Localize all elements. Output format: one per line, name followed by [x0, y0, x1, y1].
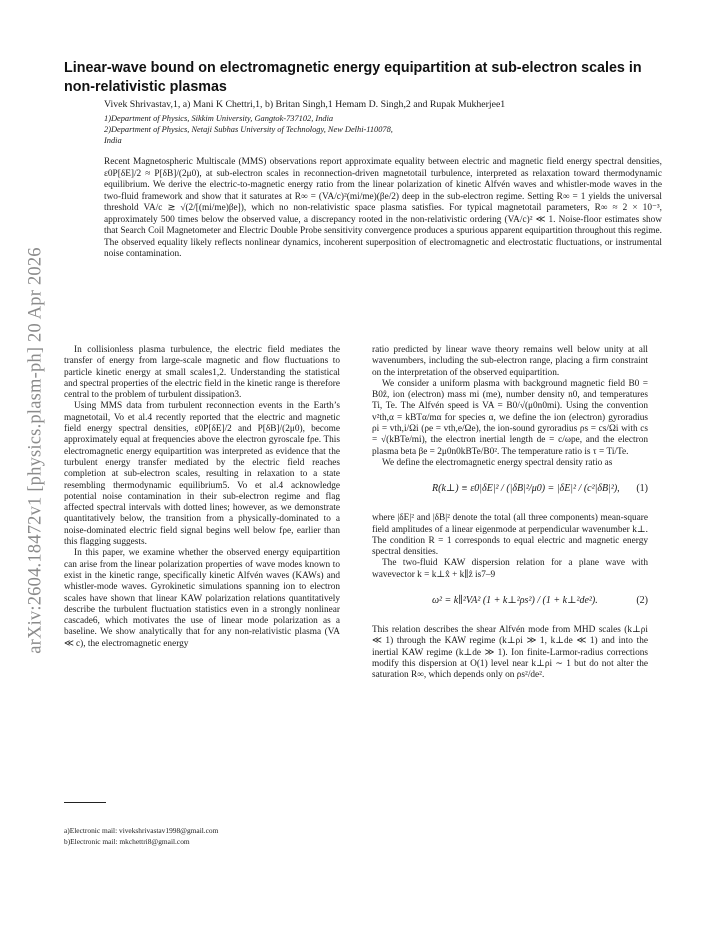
equation-1	[372, 477, 648, 505]
affiliation-2: 2)Department of Physics, Netaji Subhas University of Technology, New Delhi-110078,	[104, 125, 393, 134]
body-paragraph-4: where |δE|² and |δB|² denote the total (all three components) mean-square field amplitudes of a linear eigenmode at perpendicular wavenumber k⊥. The condition R = 1 corresponds to equal electric and magnetic energy spectral densities.	[372, 513, 648, 558]
arxiv-identifier: arXiv:2604.18472v1 [physics.plasm-ph] 20 Apr 2026	[25, 246, 46, 654]
equation-2	[372, 589, 648, 617]
equation-2-number: (2)	[636, 595, 648, 607]
affiliation-1: 1)Department of Physics, Sikkim University, Gangtok-737102, India	[104, 114, 334, 123]
intro-paragraph-1: In collisionless plasma turbulence, the electric field mediates the transfer of energy from large-scale magnetic and flow fluctuations to particle kinetic energy at small scales1,2. Understanding the statistical and spectral properties of the electric field in the kinetic range is therefore central to the problem of turbulent dissipation3.	[64, 345, 340, 401]
abstract: Recent Magnetospheric Multiscale (MMS) observations report approximate equality between electric and magnetic field energy spectral densities, ε0P[δE]/2 ≈ P[δB]/(2μ0), at sub-electron scales in reconnection-driven magnetotail turbulence, interpreted as relaxation toward thermodynamic equilibrium. We derive the electric-to-magnetic energy ratio from the linear polarization of kinetic Alfvén waves and whistler-mode waves in the two-fluid framework and show that it saturates at R∞ = (VA/c)²(mi/me)(βe/2) deep in the sub-electron regime. Setting R∞ = 1 yields the universal threshold VA/c ≳ √(2/[(mi/me)βe]), which no non-relativistic space plasma satisfies. For typical magnetotail parameters, R∞ ≈ 2 × 10⁻³, approximately 500 times below the observed value, a discrepancy rooted in the non-relativistic ordering (VA/c)² ≪ 1. Noise-floor estimates show that Search Coil Magnetometer and Electric Double Probe sensitivity convergence produces a spurious apparent equipartition throughout this regime. The observed equality likely reflects nonlinear dynamics, incoherent superposition of electromagnetic and electrostatic fluctuations, or instrumental noise contamination.	[104, 157, 662, 259]
footnotes	[64, 826, 340, 847]
body-paragraph-1: ratio predicted by linear wave theory remains well below unity at all wavenumbers, including the sub-electron range, placing a firm constraint on the interpretation of the observed equipartition.	[372, 345, 648, 378]
body-paragraph-6: This relation describes the shear Alfvén mode from MHD scales (k⊥ρi ≪ 1) through the KAW regime (k⊥ρi ≫ 1, k⊥de ≪ 1) and into the inertial KAW regime (k⊥de ≫ 1). Ion finite-Larmor-radius corrections modify this dispersion at O(1) level near k⊥ρi ∼ 1 but do not alter the saturation R∞, which depends only on ρs²/de².	[372, 625, 648, 681]
footnote-email-1: a)Electronic mail: vivekshrivastav1998@gmail.com	[64, 826, 219, 835]
footnote-rule	[64, 802, 106, 803]
equation-1-expression: R(k⊥) ≡ ε0|δE|² / (|δB|²/μ0) = |δE|² / (c²|δB|²),	[432, 483, 620, 495]
body-paragraph-2: We consider a uniform plasma with background magnetic field B0 = B0ẑ, ion (electron) mass mi (me), number density n0, and temperatures Ti, Te. The Alfvén speed is VA = B0/√(μ0n0mi). Using the convention v²th,α = kBTα/mα for species α, we define the ion (electron) gyroradius ρi = vth,i/Ωi (ρe = vth,e/Ωe), the ion-sound gyroradius ρs = cs/Ωi with cs = √(kBTe/mi), the electron inertial length de = c/ωpe, and the electron plasma beta βe = 2μ0n0kBTe/B0². The temperature ratio is τ = Ti/Te.	[372, 378, 648, 457]
body-paragraph-5: The two-fluid KAW dispersion relation for a plane wave with wavevector k = k⊥x̂ + k∥ẑ is7–9	[372, 558, 648, 580]
affiliation-2-cont: India	[104, 136, 122, 145]
arxiv-watermark	[16, 200, 56, 700]
right-column	[372, 345, 648, 682]
left-column	[64, 345, 340, 650]
paper-title: Linear-wave bound on electromagnetic energy equipartition at sub-electron scales in non-relativistic plasmas	[64, 60, 642, 95]
footnote-email-2: b)Electronic mail: mkchettri8@gmail.com	[64, 836, 190, 846]
author-list: Vivek Shrivastav,1, a) Mani K Chettri,1, b) Britan Singh,1 Hemam D. Singh,2 and Rupak Mukherjee1	[104, 99, 506, 110]
intro-paragraph-3: In this paper, we examine whether the observed energy equipartition can arise from the linear polarization properties of wave modes known to exist in the kinetic range, specifically kinetic Alfvén waves (KAWs) and whistler-mode waves. Gyrokinetic simulations spanning ion to electron scales have shown that linear KAW polarization relations quantitatively describe the turbulent fluctuation statistics even in a strongly nonlinear cascade6, which motivates the use of linear mode polarization as a baseline. We show analytically that for any non-relativistic plasma (VA ≪ c), the electromagnetic energy	[64, 548, 340, 649]
equation-1-number: (1)	[636, 483, 648, 495]
affiliations	[104, 113, 664, 146]
equation-2-expression: ω² = k∥²VA² (1 + k⊥²ρs²) / (1 + k⊥²de²).	[432, 595, 598, 607]
intro-paragraph-2: Using MMS data from turbulent reconnection events in the Earth’s magnetotail, Vo et al.4 recently reported that the electric and magnetic field energy spectral densities, ε0P[δE]/2 and P[δB]/(2μ0), become approximately equal at frequencies above the electron gyroscale fρe. This electromagnetic energy equipartition was interpreted as evidence that the turbulent energy transfer mediated by the electric field reaches completion at sub-electron scales, resulting in relaxation to a state resembling thermodynamic equilibrium5. Vo et al.4 acknowledge potential noise contamination in their sub-electron regime and flag affected spectral intervals with dotted lines; however, as we demonstrate quantitatively below, the transition from a physically-dominated to a noise-dominated electric field signal begins well below fρe, earlier than this flagging suggests.	[64, 401, 340, 548]
body-paragraph-3: We define the electromagnetic energy spectral density ratio as	[382, 457, 613, 468]
